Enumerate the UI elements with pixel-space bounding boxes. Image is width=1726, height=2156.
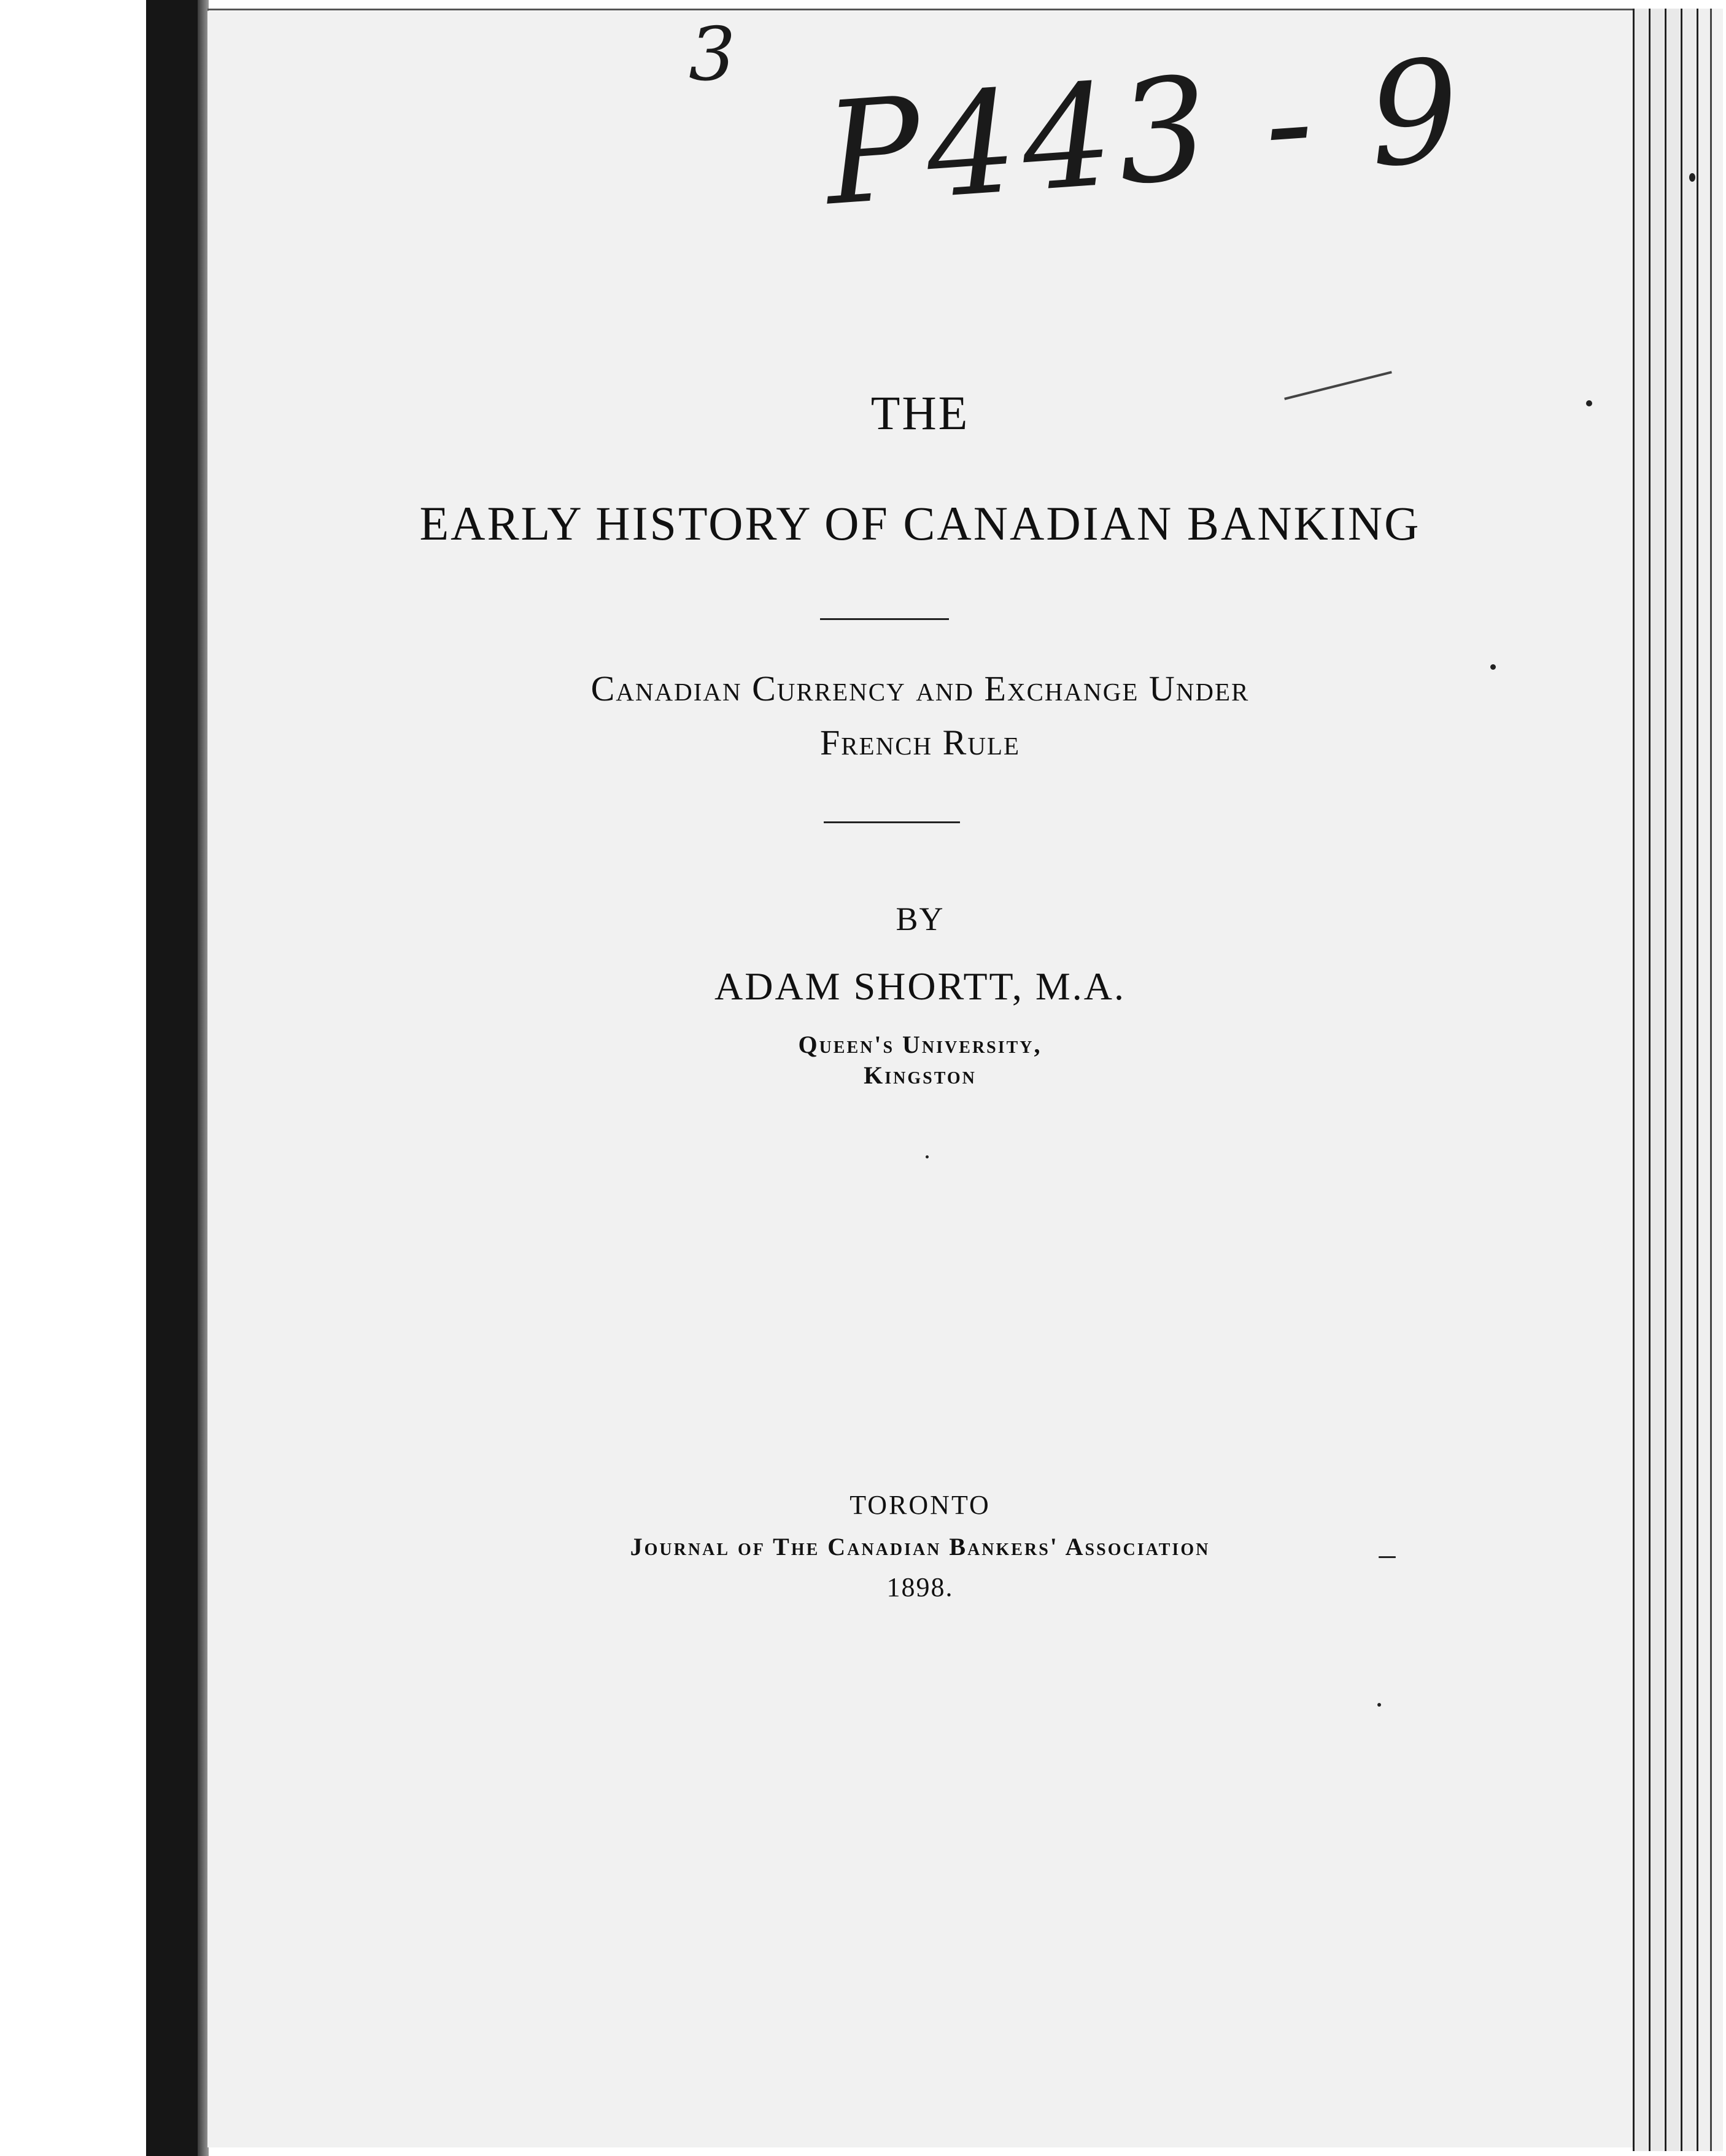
scan-speck xyxy=(1377,1703,1381,1707)
handwritten-call-number: P443 - 9 xyxy=(820,29,1471,238)
author-name: ADAM SHORTT, M.A. xyxy=(714,964,1126,1008)
by-line: BY xyxy=(896,901,945,937)
publisher: Journal of The Canadian Bankers' Association xyxy=(630,1533,1210,1561)
title-article: THE xyxy=(870,386,970,440)
scan-speck xyxy=(1490,664,1496,670)
handwritten-number: 3 xyxy=(689,12,736,98)
publication-year: 1898. xyxy=(886,1572,954,1602)
page-edge xyxy=(1697,9,1711,2151)
scan-speck xyxy=(926,1155,929,1158)
page-edge xyxy=(1649,9,1664,2151)
book-title: EARLY HISTORY OF CANADIAN BANKING xyxy=(419,497,1421,550)
publication-city: TORONTO xyxy=(849,1490,991,1520)
page-edge xyxy=(1665,9,1680,2151)
page-top-edge xyxy=(207,9,1633,10)
page-edge xyxy=(1633,9,1648,2151)
scan-speck xyxy=(1379,1556,1396,1558)
affiliation-line-1: Queen's University, xyxy=(798,1031,1042,1058)
subtitle-divider xyxy=(824,821,960,823)
scan-speck xyxy=(1689,173,1695,182)
page-edge xyxy=(1710,9,1723,2151)
title-divider xyxy=(820,618,949,620)
subtitle-line-2: French Rule xyxy=(819,723,1021,762)
page-edge xyxy=(1681,9,1696,2151)
book-binding xyxy=(146,0,203,2156)
subtitle-line-1: Canadian Currency and Exchange Under xyxy=(590,669,1250,708)
scan-speck xyxy=(1586,400,1592,406)
affiliation-line-2: Kingston xyxy=(864,1061,977,1089)
